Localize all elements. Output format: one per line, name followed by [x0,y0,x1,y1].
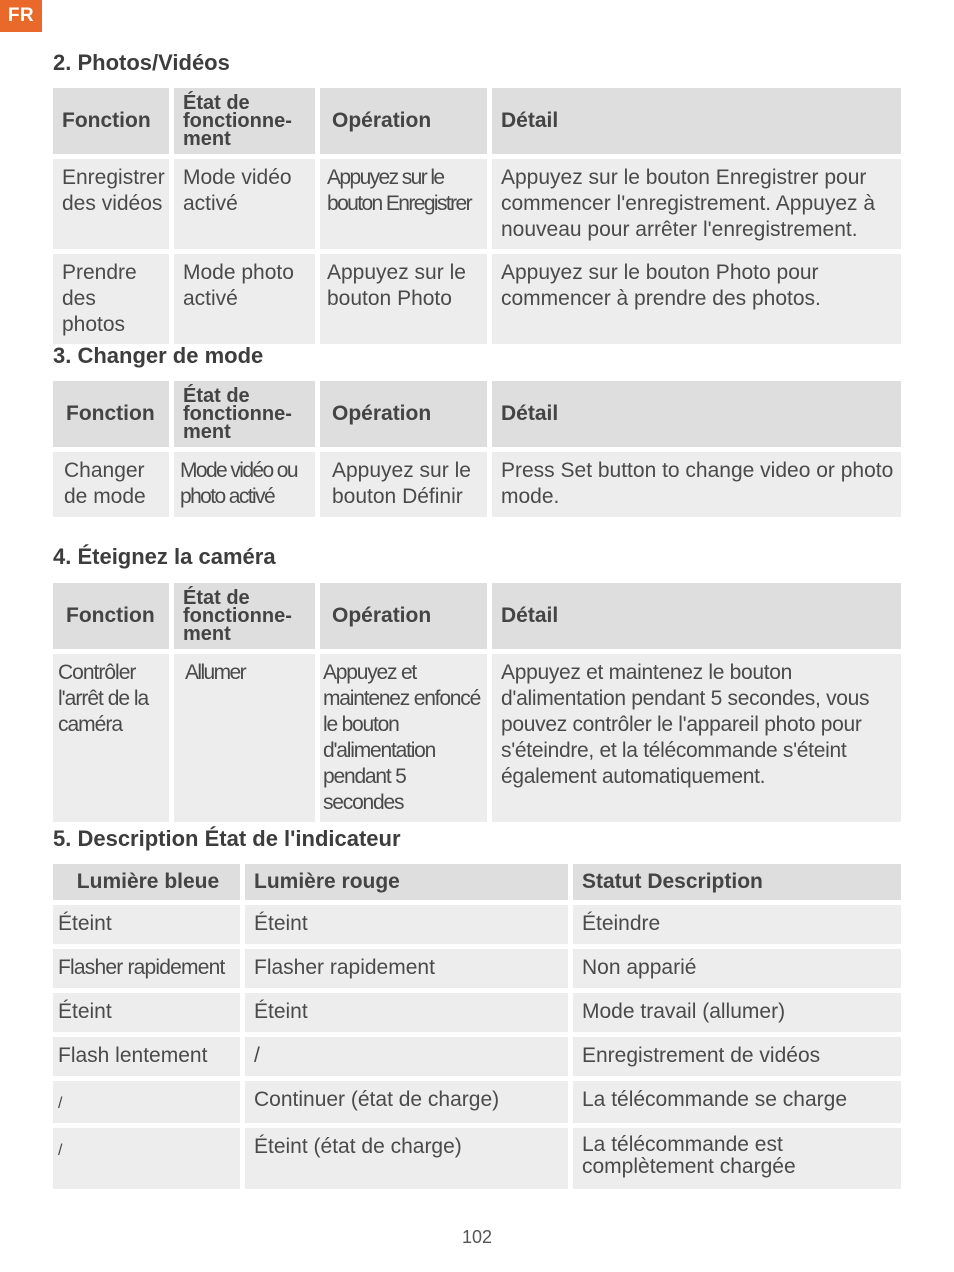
photos-videos-table [53,88,901,349]
cell-fonction: Changer de mode [53,452,174,522]
cell-lumiere-rouge: / [245,1037,573,1081]
cell-etat: Mode vidéo ou photo activé [174,452,320,522]
header-lumiere-rouge: Lumière rouge [245,864,573,905]
header-operation: Opération [320,88,492,159]
cell-statut: Non apparié [573,949,901,993]
header-statut-description: Statut Description [573,864,901,905]
header-operation: Opération [320,583,492,654]
table-row [53,452,901,522]
cell-lumiere-bleue: Éteint [53,993,245,1037]
header-detail: Détail [492,88,901,159]
cell-etat: Mode vidéo activé [174,159,320,254]
cell-statut: Éteindre [573,905,901,949]
cell-statut: Mode travail (allumer) [573,993,901,1037]
cell-lumiere-rouge: Éteint [245,905,573,949]
eteignez-camera-table [53,583,901,827]
section-title-photos-videos: 2. Photos/Vidéos [53,50,230,75]
cell-statut: La télécommande est complètement chargée [573,1128,901,1194]
cell-operation: Appuyez sur le bouton Enregistrer [320,159,492,254]
cell-detail: Appuyez et maintenez le bouton d'alimentation pendant 5 secondes, vous pouvez contrôler le l'appareil photo pour s'éteindre, et la télécommande s'éteint également automatiquement. [492,654,901,827]
header-operation: Opération [320,381,492,452]
cell-lumiere-rouge: Continuer (état de charge) [245,1081,573,1128]
cell-detail: Press Set button to change video or photo mode. [492,452,901,522]
cell-detail: Appuyez sur le bouton Enregistrer pour commencer l'enregistrement. Appuyez à nouveau pour arrêter l'enregistrement. [492,159,901,254]
cell-lumiere-bleue: / [53,1081,245,1128]
cell-fonction: Contrôler l'arrêt de la caméra [53,654,174,827]
cell-lumiere-bleue: Flasher rapidement [53,949,245,993]
table-row [53,993,901,1037]
cell-lumiere-bleue: / [53,1128,245,1194]
section-title-eteignez-camera: 4. Éteignez la caméra [53,544,276,569]
header-lumiere-bleue: Lumière bleue [53,864,245,905]
page-number: 102 [461,1227,493,1247]
table-header-row [53,381,901,452]
table-row [53,654,901,827]
table-header-row [53,583,901,654]
table-row [53,159,901,254]
cell-statut: La télécommande se charge [573,1081,901,1128]
cell-lumiere-rouge: Éteint [245,993,573,1037]
header-fonction: Fonction [53,381,174,452]
table-header-row [53,864,901,905]
cell-lumiere-bleue: Flash lentement [53,1037,245,1081]
cell-fonction: Prendre des photos [53,254,174,349]
cell-lumiere-bleue: Éteint [53,905,245,949]
table-row [53,254,901,349]
header-detail: Détail [492,381,901,452]
cell-etat: Mode photo activé [174,254,320,349]
table-row [53,949,901,993]
table-header-row [53,88,901,159]
cell-fonction: Enregistrer des vidéos [53,159,174,254]
cell-operation: Appuyez et maintenez enfoncé le bouton d'alimentation pendant 5 secondes [320,654,492,827]
header-etat: État de fonctionne-ment [174,88,320,159]
header-fonction: Fonction [53,88,174,159]
cell-lumiere-rouge: Éteint (état de charge) [245,1128,573,1194]
table-row [53,1081,901,1128]
language-badge: FR [0,0,42,32]
cell-detail: Appuyez sur le bouton Photo pour commencer à prendre des photos. [492,254,901,349]
header-etat: État de fonctionne-ment [174,583,320,654]
table-row [53,1037,901,1081]
table-row [53,905,901,949]
header-detail: Détail [492,583,901,654]
indicateur-table [53,864,901,1194]
cell-operation: Appuyez sur le bouton Photo [320,254,492,349]
section-title-changer-mode: 3. Changer de mode [53,343,264,368]
table-row [53,1128,901,1194]
cell-etat: Allumer [174,654,320,827]
header-fonction: Fonction [53,583,174,654]
section-title-indicateur: 5. Description État de l'indicateur [53,826,401,851]
cell-statut: Enregistrement de vidéos [573,1037,901,1081]
cell-lumiere-rouge: Flasher rapidement [245,949,573,993]
cell-operation: Appuyez sur le bouton Définir [320,452,492,522]
header-etat: État de fonctionne-ment [174,381,320,452]
changer-mode-table [53,381,901,522]
